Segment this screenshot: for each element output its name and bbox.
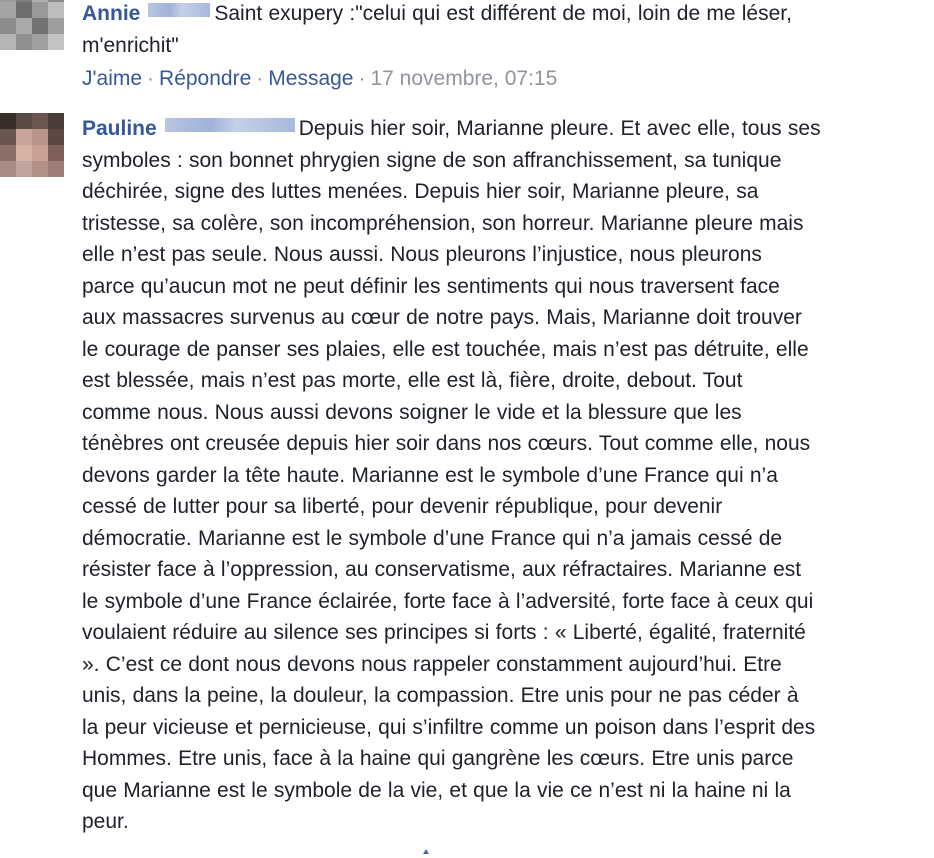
redacted-surname xyxy=(148,3,210,17)
comment-timestamp[interactable]: 17 novembre, 07:15 xyxy=(370,67,558,90)
separator: · xyxy=(256,67,264,90)
comment-text: Depuis hier soir, Marianne pleure. Et avec elle, tous ses symboles : son bonnet phrygien signe de son affranchissement, sa tunique déchirée, signe des luttes menées. Depuis hier soir, Marianne pleure, sa tristesse, sa colère, son incompréhension, son horreur. Marianne pleure mais elle n’est pas seule. Nous aussi. Nous pleurons l’injustice, nous pleurons parce qu’aucun mot ne peut définir les sentiments qui nous traversent face aux massacres survenus au cœur de notre pays. Mais, Marianne doit trouver le courage de panser ses plaies, elle est touchée, mais n’est pas détruite, elle est blessée, mais n’est pas morte, elle est là, fière, droite, debout. Tout comme nous. Nous aussi devons soigner le vide et la blessure que les ténèbres ont creusée depuis hier soir dans nos cœurs. Tout comme elle, nous devons garder la tête haute. Marianne est le symbole d’une France qui n’a cessé de lutter pour sa liberté, pour devenir république, pour devenir démocratie. Marianne est le symbole d’une France qui n’a jamais cessé de résister face à l’oppression, au conservatisme, aux réfractaires. Marianne est le symbole d’une France éclairée, forte face à l’adversité, forte face à ceux qui voulaient réduire au silence ses principes si forts : « Liberté, égalité, fraternité ». C’est ce dont nous devons nous rappeler constamment aujourd’hui. Etre unis, dans la peine, la douleur, la compassion. Etre unis pour ne pas céder à la peur vicieuse et pernicieuse, qui s’infiltre comme un poison dans l’esprit des Hommes. Etre unis, face à la haine qui gangrène les cœurs. Etre unis parce que Marianne est le symbole de la vie, et que la vie ce n’est ni la haine ni la peur. xyxy=(82,117,821,833)
comment-actions xyxy=(82,64,557,94)
avatar[interactable] xyxy=(0,113,64,177)
comment-body xyxy=(82,0,934,61)
comment-body xyxy=(82,113,934,838)
message-link[interactable]: Message xyxy=(268,67,354,90)
comment-author[interactable]: Pauline xyxy=(82,117,157,140)
separator: · xyxy=(147,67,155,90)
comment-text: Saint exupery :"celui qui est différent de moi, loin de me léser, m'enrichit" xyxy=(82,2,792,57)
avatar[interactable] xyxy=(0,0,64,50)
redacted-surname xyxy=(165,118,295,132)
reply-link[interactable]: Répondre xyxy=(159,67,252,90)
separator: · xyxy=(358,67,366,90)
reaction-pointer-icon xyxy=(418,848,434,858)
like-link[interactable]: J'aime xyxy=(82,67,143,90)
comment-author[interactable]: Annie xyxy=(82,2,141,25)
